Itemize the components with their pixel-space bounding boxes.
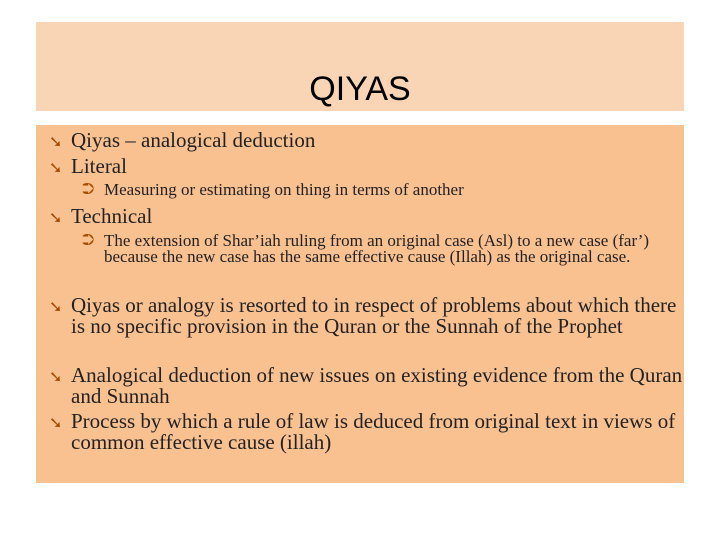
bullet-item <box>49 204 691 228</box>
bullet-text: Qiyas or analogy is resorted to in respect of problems about which there is no specific provision in the Quran or the Sunnah of the Prophet <box>71 293 677 338</box>
sub-bullet-item <box>82 230 684 266</box>
bullet-text: Measuring or estimating on thing in terms of another <box>104 180 464 199</box>
title-panel <box>36 22 684 111</box>
arrow-bullet-icon: ➘ <box>49 297 63 316</box>
arrow-bullet-icon: ➘ <box>49 367 63 386</box>
arrow-bullet-icon: ➘ <box>49 208 63 227</box>
bullet-text: Literal <box>71 154 127 178</box>
arrow-bullet-icon: ➘ <box>49 413 63 432</box>
curved-arrow-bullet-icon: ⮊ <box>82 230 95 249</box>
content-panel <box>36 125 684 483</box>
bullet-item <box>49 363 691 408</box>
slide-title: QIYAS <box>309 70 411 108</box>
bullet-item <box>49 293 691 338</box>
bullet-text: The extension of Shar’iah ruling from an original case (Asl) to a new case (far’) because the new case has the same effective cause (Illah) as the original case. <box>104 231 650 266</box>
bullet-item <box>49 409 691 454</box>
bullet-item <box>49 154 691 178</box>
sub-bullet-item <box>82 179 684 199</box>
bullet-text: Analogical deduction of new issues on existing evidence from the Quran and Sunnah <box>71 363 683 408</box>
bullet-text: Technical <box>71 204 153 228</box>
arrow-bullet-icon: ➘ <box>49 132 63 151</box>
bullet-text: Qiyas – analogical deduction <box>71 128 316 152</box>
curved-arrow-bullet-icon: ⮊ <box>82 179 95 198</box>
arrow-bullet-icon: ➘ <box>49 158 63 177</box>
bullet-item <box>49 128 691 152</box>
bullet-text: Process by which a rule of law is deduced from original text in views of common effective cause (illah) <box>71 409 676 454</box>
